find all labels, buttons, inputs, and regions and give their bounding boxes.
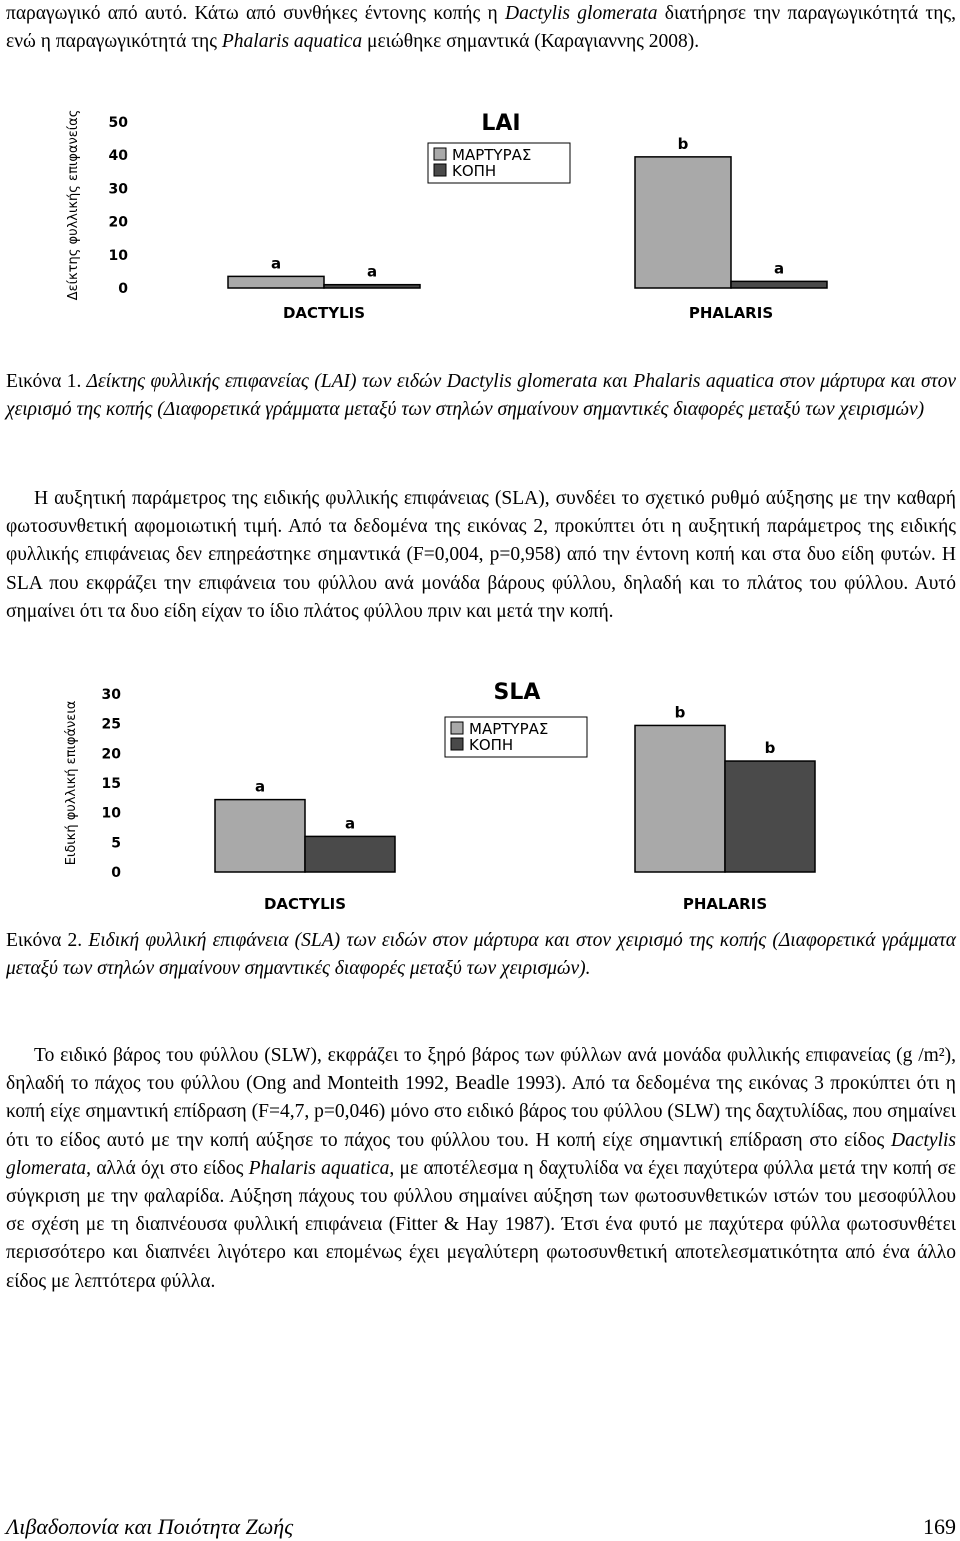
- bar-phalaris-control: [635, 157, 731, 288]
- y-tick-label: 30: [101, 687, 121, 703]
- x-category-label: DACTYLIS: [282, 304, 366, 322]
- legend-swatch: [434, 164, 446, 176]
- paragraph-sla: Η αυξητική παράμετρος της ειδικής φυλλικής επιφάνειας (SLA), συνδέει το σχετικό ρυθμό αύξησης με την καθαρή φωτοσυνθετική αφομοιωτική τιμή. Από τα δεδομένα της εικόνας 2, προκύπτει ότι η αυξητική παράμετρος της ειδικής φυλλικής επιφάνειας δεν επηρεάστηκε σημαντικά (F=0,004, p=0,958) από την έντονη κοπή και στα δυο είδη φυτών. Η SLA που εκφράζει την επιφάνεια του φύλλου ανά μονάδα βάρους φύλλου, δηλαδή και το πλάτος του φύλλου. Αυτό σημαίνει ότι τα δυο είδη είχαν το ίδιο πλάτος φύλλου πριν και μετά την κοπή.: [6, 488, 956, 622]
- bar-dactylis-cut: [324, 285, 420, 288]
- x-category-label: DACTYLIS: [263, 895, 347, 913]
- significance-letter: a: [773, 259, 785, 278]
- significance-letter: a: [366, 262, 378, 281]
- figure-1-caption: [6, 368, 956, 424]
- paragraph-slw-text-3: , με αποτέλεσμα η δαχτυλίδα να έχει παχύτερα φύλλα μετά την κοπή σε σύγκριση με την φαλαρίδα. Αύξηση πάχους του φύλλου σημαίνει αύξηση των φωτοσυνθετικών ιστών του μεσοφύλλου σε σχέση με τη διαπνέουσα φυλλική επιφάνεια (Fitter & Hay 1987). Έτσι ένα φυτό με παχύτερα φύλλα φωτοσυνθέτει περισσότερο και διαπνέει λιγότερο και επομένως έχει μεγαλύτερη φωτοσυνθετική αποτελεσματικότητα από ένα άλλο είδος με λεπτότερα φύλλα.: [6, 1157, 956, 1292]
- sla-chart-svg: [55, 674, 955, 919]
- page-footer: [6, 1514, 956, 1540]
- significance-letter: b: [764, 739, 776, 758]
- y-tick-label: 40: [108, 148, 128, 165]
- figure-2-caption-text: Ειδική φυλλική επιφάνεια (SLA) των ειδών στον μάρτυρα και στον χειρισμό της κοπής (Διαφορετικά γράμματα μεταξύ των στηλών σημαίνουν σημαντικές διαφορές μεταξύ των χειρισμών).: [6, 930, 957, 980]
- y-tick-label: 10: [101, 805, 121, 822]
- significance-letter: b: [677, 134, 689, 153]
- significance-letter: a: [254, 777, 266, 796]
- page-number: 169: [923, 1514, 956, 1539]
- paragraph-slw: [6, 1042, 956, 1296]
- lai-chart-svg: [55, 100, 955, 325]
- legend-label: ΜΑΡΤΥΡΑΣ: [469, 720, 549, 738]
- significance-letter: a: [344, 814, 356, 833]
- species-phalaris: Phalaris aquatica: [221, 31, 363, 53]
- top-paragraph-text-1: παραγωγικό από αυτό. Κάτω από συνθήκες έντονης κοπής η: [6, 3, 506, 24]
- species-dactylis-2: Dactylis glomerata: [6, 1129, 956, 1179]
- y-tick-label: 30: [108, 181, 128, 198]
- y-tick-label: 20: [101, 746, 121, 763]
- footer-title: Λιβαδοπονία και Ποιότητα Ζωής: [6, 1514, 294, 1539]
- x-category-label: PHALARIS: [688, 304, 774, 322]
- legend-label: ΜΑΡΤΥΡΑΣ: [452, 146, 532, 164]
- y-tick-label: 0: [118, 281, 128, 297]
- y-tick-label: 10: [108, 247, 128, 264]
- legend-swatch: [434, 148, 446, 160]
- lai-chart: [55, 100, 955, 325]
- y-tick-label: 15: [101, 776, 121, 792]
- legend-label: ΚΟΠΗ: [452, 162, 497, 180]
- bar-dactylis-cut: [305, 836, 395, 872]
- chart-title: LAI: [481, 111, 521, 136]
- figure-2-caption: [6, 927, 956, 983]
- figure-1-label: Εικόνα 1.: [6, 371, 82, 392]
- chart-title: SLA: [493, 680, 541, 705]
- x-category-label: PHALARIS: [682, 895, 768, 913]
- sla-chart: [55, 674, 955, 919]
- y-tick-label: 50: [108, 115, 128, 131]
- significance-letter: a: [270, 254, 282, 273]
- bar-phalaris-cut: [731, 281, 827, 288]
- legend-label: ΚΟΠΗ: [469, 736, 514, 754]
- y-tick-label: 0: [111, 865, 121, 881]
- legend-swatch: [451, 722, 463, 734]
- y-tick-label: 25: [101, 716, 121, 733]
- significance-letter: b: [674, 703, 686, 722]
- figure-2-label: Εικόνα 2.: [6, 930, 83, 951]
- top-paragraph-text-3: μειώθηκε σημαντικά (Καραγιαννης 2008).: [362, 31, 700, 53]
- y-axis-title: Ειδική φυλλική επιφάνεια: [64, 700, 79, 866]
- figure-1-caption-text: Δείκτης φυλλικής επιφανείας (LAI) των ειδών Dactylis glomerata και Phalaris aquatica στον μάρτυρα και στον χειρισμό της κοπής (Διαφορετικά γράμματα μεταξύ των στηλών σημαίνουν σημαντικές διαφορές μεταξύ των χειρισμών): [6, 371, 956, 421]
- y-axis-title: Δείκτης φυλλικής επιφανείας: [66, 109, 81, 301]
- bar-dactylis-control: [228, 276, 324, 288]
- bar-phalaris-control: [635, 725, 725, 872]
- bar-dactylis-control: [215, 800, 305, 872]
- species-dactylis: Dactylis glomerata: [505, 3, 658, 24]
- y-tick-label: 5: [111, 835, 121, 852]
- top-paragraph: [6, 0, 956, 56]
- paragraph-slw-text-2: , αλλά όχι στο είδος: [86, 1157, 249, 1179]
- species-phalaris-2: Phalaris aquatica: [248, 1157, 390, 1179]
- bar-phalaris-cut: [725, 761, 815, 872]
- top-paragraph-text-2: διατήρησε την παραγωγικότητά της, ενώ η παραγωγικότητά της: [6, 3, 956, 53]
- y-tick-label: 20: [108, 214, 128, 231]
- paragraph-slw-text-1: Το ειδικό βάρος του φύλλου (SLW), εκφράζει το ξηρό βάρος των φύλλων ανά μονάδα φυλλικής επιφανείας (g /m²), δηλαδή το πάχος του φύλλου (Ong and Monteith 1992, Beadle 1993). Από τα δεδομένα της εικόνας 3 προκύπτει ότι η κοπή είχε σημαντική επίδραση (F=4,7, p=0,046) μόνο στο ειδικό βάρος του φύλλου (SLW) της δαχτυλίδας, που σημαίνει ότι το είδος αυτό με την κοπή αύξησε το πάχος του φύλλου του. Η κοπή είχε σημαντική επίδραση στο είδος: [6, 1045, 956, 1151]
- legend-swatch: [451, 738, 463, 750]
